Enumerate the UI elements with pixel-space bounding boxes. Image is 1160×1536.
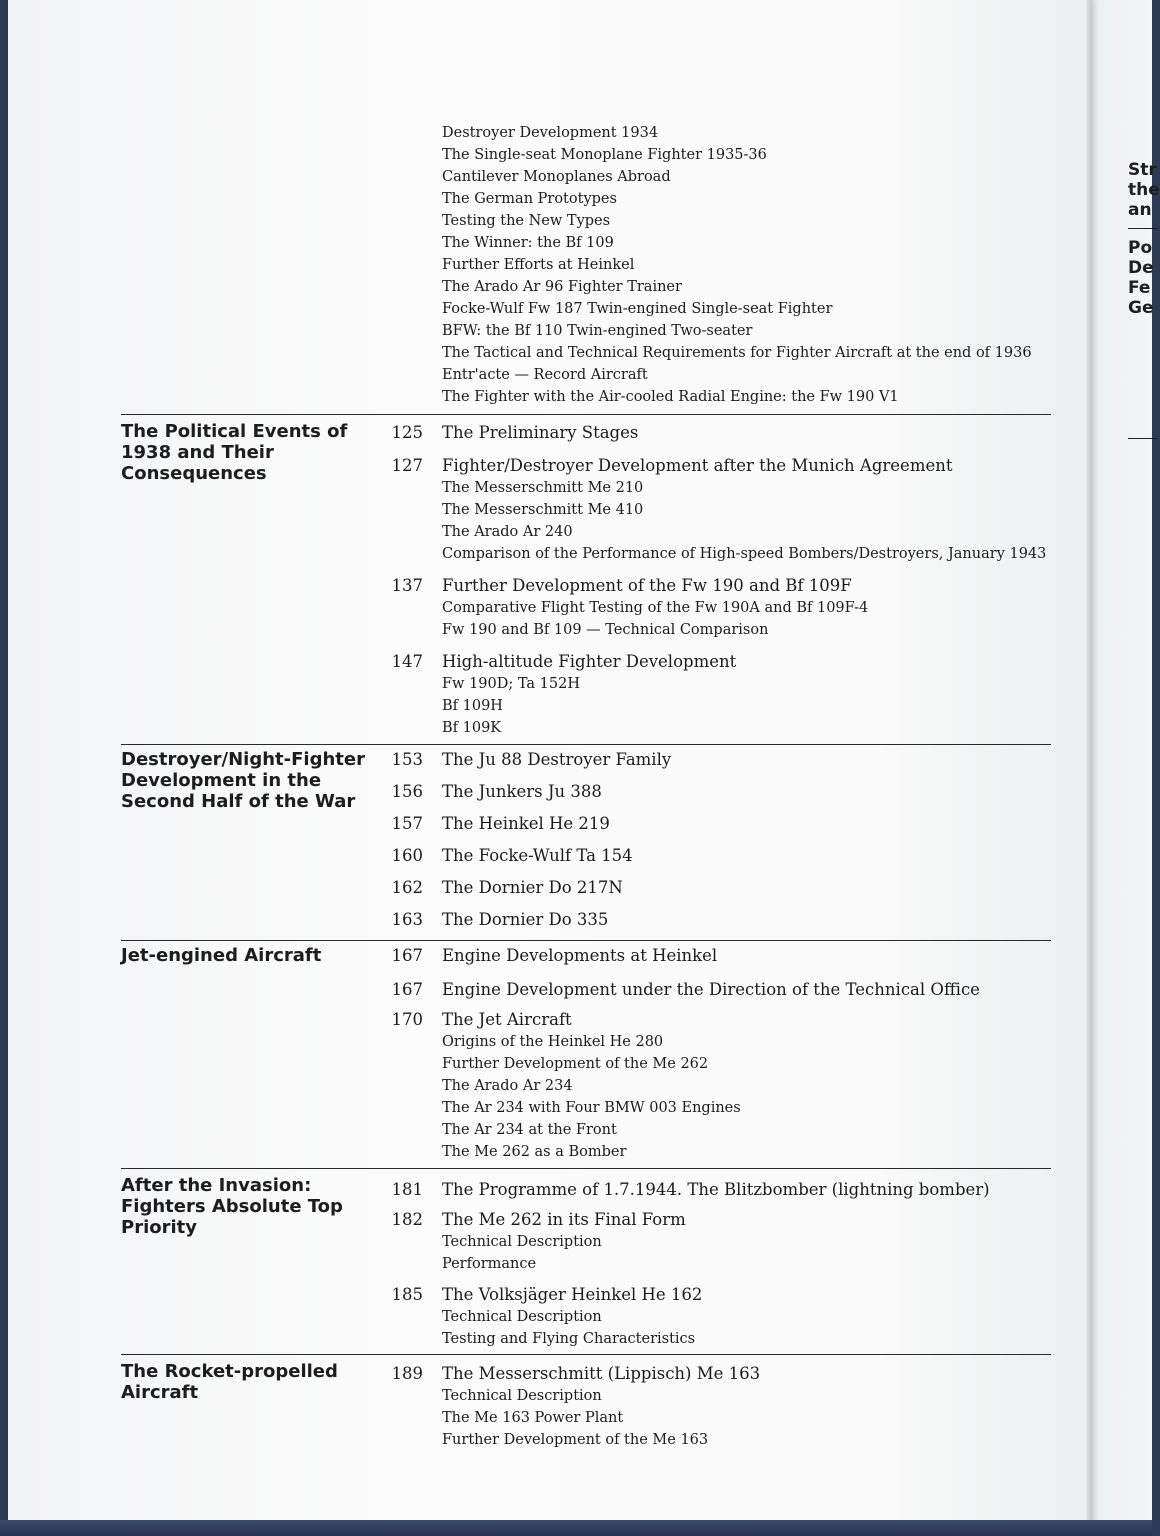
toc-subitem: Further Development of the Me 163 [442, 1432, 709, 1448]
toc-subitem: The Me 262 as a Bomber [442, 1144, 627, 1160]
section-title: Destroyer/Night-Fighter Development in the Second Half of the War [121, 749, 365, 812]
page-number: 153 [391, 750, 423, 769]
facing-page-upper-text [1128, 160, 1158, 220]
section-title: The Political Events of 1938 and Their Consequences [121, 421, 348, 484]
section-title: Jet-engined Aircraft [121, 945, 322, 966]
page-number: 125 [391, 423, 423, 442]
facing-fragment: Po [1128, 238, 1153, 258]
entry-subitems [442, 477, 1046, 565]
entry-title: Engine Developments at Heinkel [442, 946, 718, 965]
facing-rule [1128, 228, 1158, 229]
toc-subitem: The Me 163 Power Plant [442, 1410, 624, 1426]
entry-title: The Heinkel He 219 [442, 814, 610, 833]
toc-subitem: Further Development of the Me 262 [442, 1056, 709, 1072]
toc-subitem: BFW: the Bf 110 Twin-engined Two-seater [442, 323, 753, 339]
page-number: 163 [391, 910, 423, 929]
toc-subitem: Bf 109K [442, 720, 502, 736]
section-title: The Rocket-propelled Aircraft [121, 1361, 338, 1403]
facing-fragment: the [1128, 180, 1160, 200]
section-title: After the Invasion: Fighters Absolute Top Priority [121, 1175, 343, 1238]
entry-title: Fighter/Destroyer Development after the Munich Agreement [442, 456, 953, 475]
toc-subitem: Focke-Wulf Fw 187 Twin-engined Single-seat Fighter [442, 301, 833, 317]
toc-subitem: Performance [442, 1256, 537, 1272]
entry-subitems [442, 1385, 708, 1451]
page-number: 162 [391, 878, 423, 897]
entry-title: The Junkers Ju 388 [442, 782, 602, 801]
entry-title: The Dornier Do 335 [442, 910, 609, 929]
toc-subitem: Technical Description [442, 1388, 602, 1404]
toc-subitem: Fw 190D; Ta 152H [442, 676, 580, 692]
facing-fragment: Str [1128, 160, 1157, 180]
toc-subitem: The Ar 234 with Four BMW 003 Engines [442, 1100, 741, 1116]
page-number: 147 [391, 652, 423, 671]
toc-subitem: Fw 190 and Bf 109 — Technical Comparison [442, 622, 769, 638]
toc-subitem: Comparison of the Performance of High-speed Bombers/Destroyers, January 1943 [442, 546, 1047, 562]
toc-subitem: The Winner: the Bf 109 [442, 235, 614, 251]
toc-subitem: The German Prototypes [442, 191, 617, 207]
toc-subitem: Technical Description [442, 1309, 602, 1325]
entry-title: The Jet Aircraft [442, 1010, 572, 1029]
entry-title: The Ju 88 Destroyer Family [442, 750, 672, 769]
toc-subitem: The Arado Ar 240 [442, 524, 573, 540]
toc-subitem: Cantilever Monoplanes Abroad [442, 169, 671, 185]
book-cover-edge [0, 1520, 1152, 1536]
section-rule [121, 414, 1051, 415]
toc-subitem: The Single-seat Monoplane Fighter 1935-36 [442, 147, 767, 163]
facing-rule [1128, 438, 1158, 439]
contents-page [8, 0, 1092, 1524]
page-number: 127 [391, 456, 423, 475]
entry-title: Further Development of the Fw 190 and Bf 109F [442, 576, 852, 595]
entry-subitems [442, 1231, 602, 1275]
toc-subitem: Technical Description [442, 1234, 602, 1250]
toc-subitem: Comparative Flight Testing of the Fw 190A and Bf 109F-4 [442, 600, 869, 616]
entry-title: Engine Development under the Direction of the Technical Office [442, 980, 980, 999]
entry-title: The Dornier Do 217N [442, 878, 623, 897]
toc-subitem: The Tactical and Technical Requirements for Fighter Aircraft at the end of 1936 [442, 345, 1032, 361]
page-number: 157 [391, 814, 423, 833]
toc-subitem: The Messerschmitt Me 210 [442, 480, 644, 496]
toc-subitem: Bf 109H [442, 698, 503, 714]
section-rule [121, 744, 1051, 745]
toc-subitem: Origins of the Heinkel He 280 [442, 1034, 664, 1050]
page-number: 182 [391, 1210, 423, 1229]
page-edge [1086, 0, 1092, 1530]
toc-subitem: The Fighter with the Air-cooled Radial Engine: the Fw 190 V1 [442, 389, 899, 405]
entry-subitems [442, 1031, 741, 1163]
facing-fragment: Ge [1128, 298, 1154, 318]
page-number: 160 [391, 846, 423, 865]
toc-subitem: Testing and Flying Characteristics [442, 1331, 696, 1347]
toc-subitem: Entr'acte — Record Aircraft [442, 367, 648, 383]
toc-subitem: Testing the New Types [442, 213, 611, 229]
page-number: 170 [391, 1010, 423, 1029]
toc-subitem: Further Efforts at Heinkel [442, 257, 635, 273]
entry-title: The Focke-Wulf Ta 154 [442, 846, 633, 865]
page-number: 156 [391, 782, 423, 801]
entry-title: The Volksjäger Heinkel He 162 [442, 1285, 703, 1304]
page-number: 167 [391, 946, 423, 965]
section-rule [121, 1354, 1051, 1355]
entry-subitems [442, 673, 580, 739]
facing-fragment: De [1128, 258, 1154, 278]
entry-title: The Me 262 in its Final Form [442, 1210, 686, 1229]
section-rule [121, 1168, 1051, 1169]
facing-fragment: Fe [1128, 278, 1151, 298]
entry-title: High-altitude Fighter Development [442, 652, 737, 671]
facing-page-lower-text [1128, 238, 1158, 318]
toc-subitem: The Arado Ar 96 Fighter Trainer [442, 279, 682, 295]
entry-title: The Programme of 1.7.1944. The Blitzbomber (lightning bomber) [442, 1180, 990, 1199]
page-number: 185 [391, 1285, 423, 1304]
entry-title: The Messerschmitt (Lippisch) Me 163 [442, 1364, 761, 1383]
section-rule [121, 940, 1051, 941]
entry-subitems [442, 1306, 695, 1350]
page-number: 167 [391, 980, 423, 999]
toc-subitem: Destroyer Development 1934 [442, 125, 659, 141]
page-number: 137 [391, 576, 423, 595]
toc-subitem: The Messerschmitt Me 410 [442, 502, 644, 518]
toc-subitem: The Arado Ar 234 [442, 1078, 573, 1094]
page-number: 189 [391, 1364, 423, 1383]
entry-title: The Preliminary Stages [442, 423, 639, 442]
toc-subitem: The Ar 234 at the Front [442, 1122, 617, 1138]
entry-subitems [442, 597, 868, 641]
page-number: 181 [391, 1180, 423, 1199]
facing-fragment: an [1128, 200, 1152, 220]
